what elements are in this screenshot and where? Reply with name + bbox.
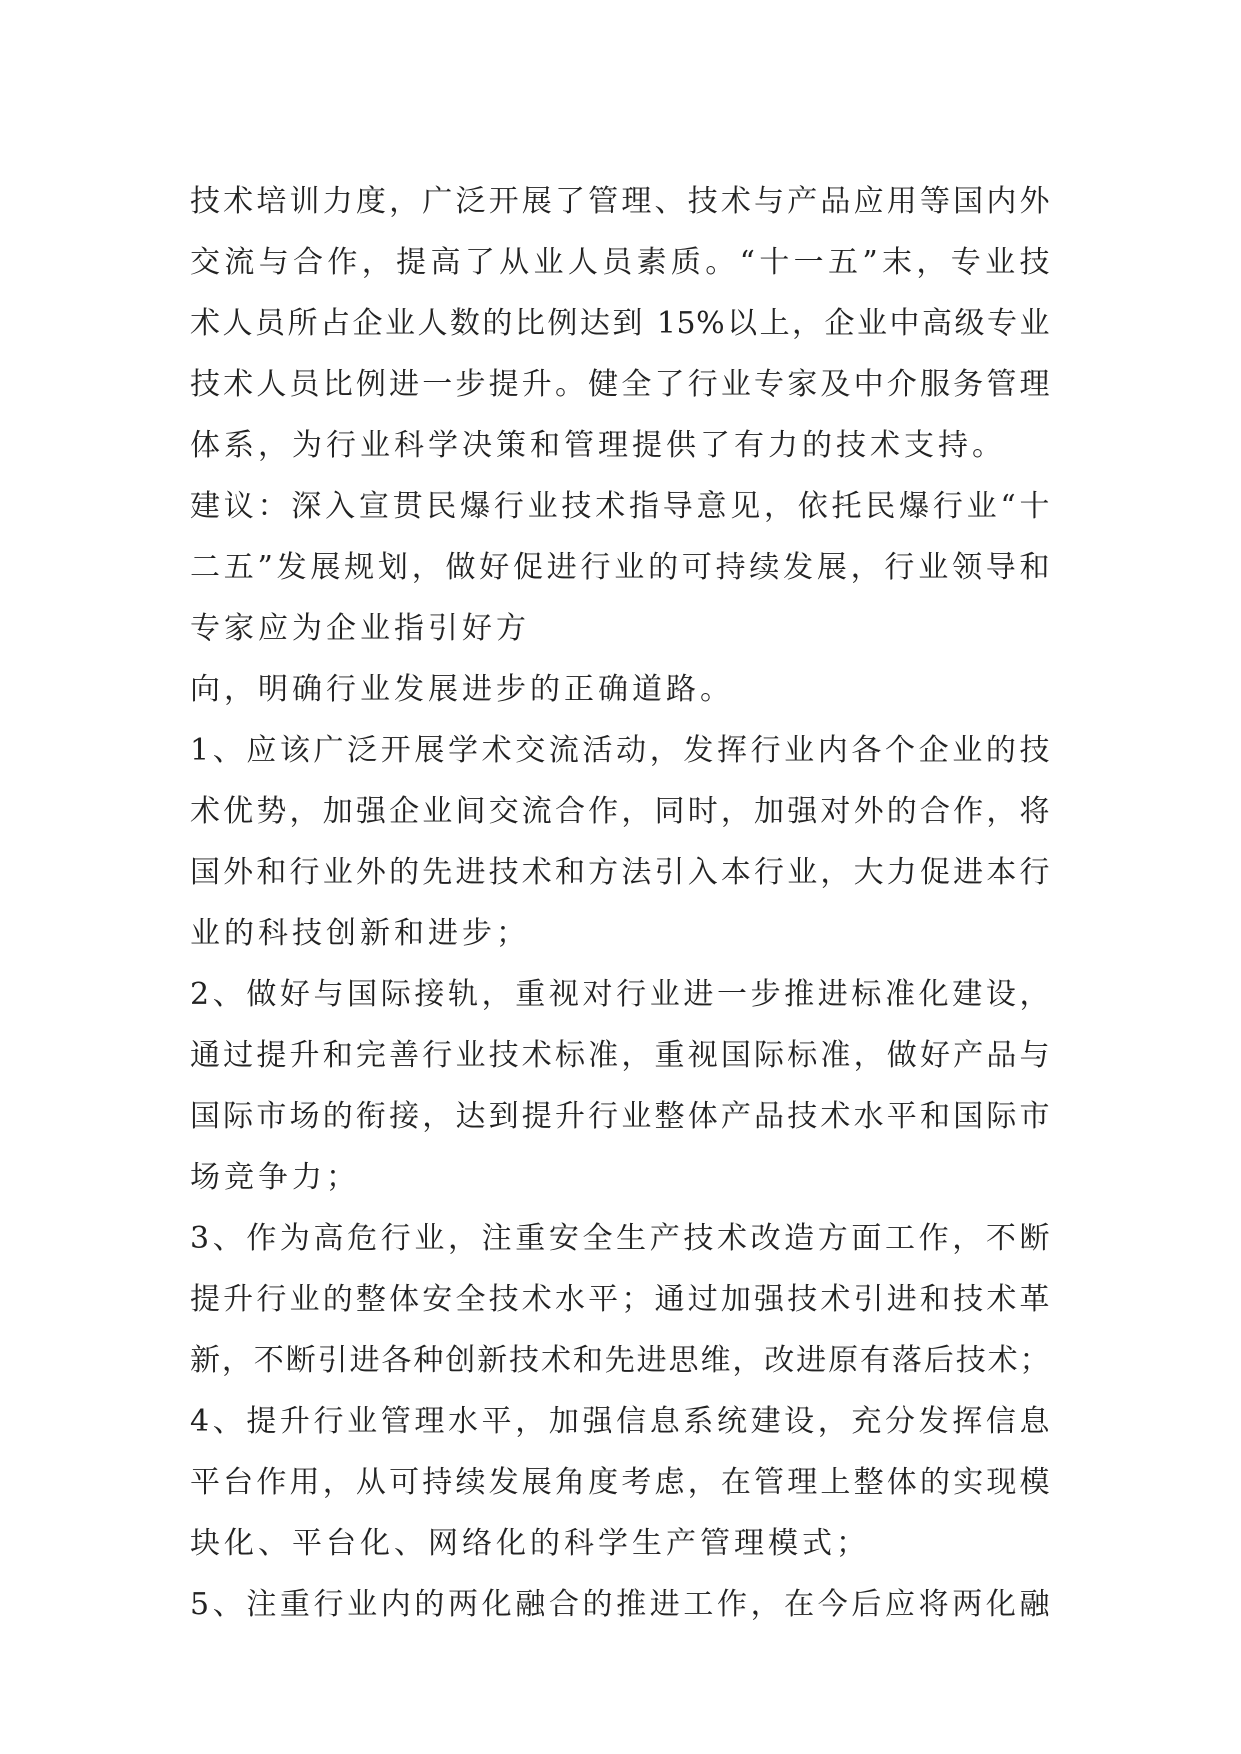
text-line: 4、提升行业管理水平，加强信息系统建设，充分发挥信息: [190, 1404, 1050, 1439]
text-line: 交流与合作，提高了从业人员素质。“十一五”末，专业技: [190, 245, 1050, 280]
text-line: 通过提升和完善行业技术标准，重视国际标准，做好产品与: [190, 1038, 1050, 1073]
text-line: 术优势，加强企业间交流合作，同时，加强对外的合作，将: [190, 794, 1050, 829]
text-line: 二五”发展规划，做好促进行业的可持续发展，行业领导和: [190, 550, 1050, 585]
text-line: 建议：深入宣贯民爆行业技术指导意见，依托民爆行业“十: [190, 489, 1050, 524]
text-line: 2、做好与国际接轨，重视对行业进一步推进标准化建设，: [190, 977, 1050, 1012]
text-line: 3、作为高危行业，注重安全生产技术改造方面工作，不断: [190, 1221, 1050, 1256]
text-line: 向，明确行业发展进步的正确道路。: [190, 672, 734, 707]
text-line: 1、应该广泛开展学术交流活动，发挥行业内各个企业的技: [190, 733, 1050, 768]
text-line: 场竞争力；: [190, 1160, 360, 1195]
text-line: 业的科技创新和进步；: [190, 916, 530, 951]
text-line: 体系，为行业科学决策和管理提供了有力的技术支持。: [190, 428, 1006, 463]
text-line: 技术人员比例进一步提升。健全了行业专家及中介服务管理: [190, 367, 1050, 402]
document-body: [190, 171, 1050, 1635]
text-line: 平台作用，从可持续发展角度考虑，在管理上整体的实现模: [190, 1465, 1050, 1500]
text-line: 提升行业的整体安全技术水平；通过加强技术引进和技术革: [190, 1282, 1050, 1317]
text-line: 专家应为企业指引好方: [190, 611, 530, 646]
text-line: 国外和行业外的先进技术和方法引入本行业，大力促进本行: [190, 855, 1050, 890]
text-line: 新，不断引进各种创新技术和先进思维，改进原有落后技术；: [190, 1343, 1050, 1378]
text-line: 技术培训力度，广泛开展了管理、技术与产品应用等国内外: [190, 184, 1050, 219]
text-line: 国际市场的衔接，达到提升行业整体产品技术水平和国际市: [190, 1099, 1050, 1134]
text-line: 5、注重行业内的两化融合的推进工作，在今后应将两化融: [190, 1587, 1050, 1622]
text-line: 块化、平台化、网络化的科学生产管理模式；: [190, 1526, 870, 1561]
text-line: 术人员所占企业人数的比例达到 15%以上，企业中高级专业: [190, 306, 1050, 341]
